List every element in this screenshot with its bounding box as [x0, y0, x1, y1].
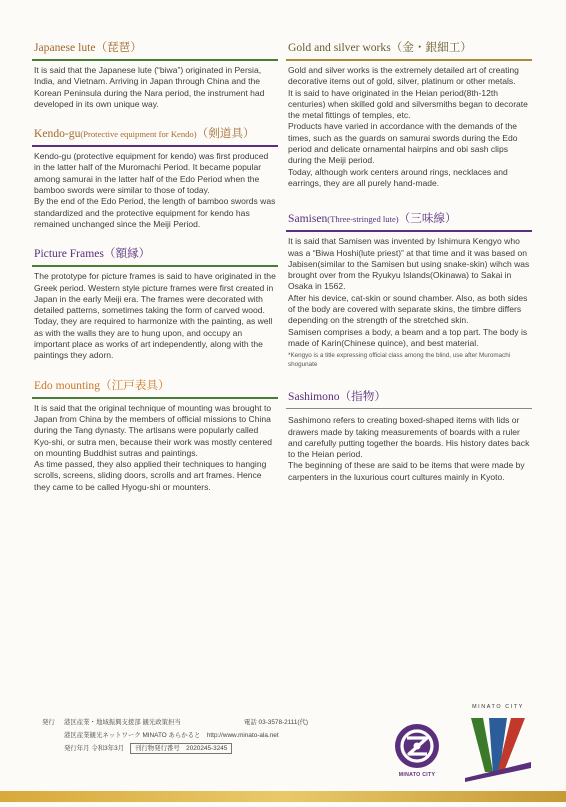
section-title: Samisen(Three-stringed lute)（三味線） — [288, 212, 457, 226]
gold-rule — [286, 59, 532, 61]
section-body: It is said that Samisen was invented by Ishimura Kengyo who was a “Biwa Hoshi(lute priest)” at that time and it was based on Jabisen(similar to the Samisen but using snake-skin) wihch was brought over from the Ryukyu Islands(Okinawa) to Sakai in Osaka in 1562. After his device, cat-skin or sound chamber. Also, as both sides of the body are covered with separate skins, the timbre differs depending on the strength of the stretched skin. Samisen comprises a body, a beam and a top part. The body is made of Karin(Chinese quince), and best material. — [288, 236, 530, 348]
thin-rule — [286, 408, 532, 409]
section-title: Sashimono（指物） — [288, 390, 386, 404]
bottom-decorative-bar — [0, 789, 566, 800]
left-column — [32, 38, 278, 507]
section-title: Edo mounting（江戸表具） — [34, 378, 170, 392]
publisher-label: 発行 — [42, 719, 55, 726]
section-title: Gold and silver works（金・銀細工） — [288, 41, 472, 54]
minato-city-emblem — [393, 722, 441, 782]
purple-rule — [32, 145, 278, 147]
emblem-caption: MINATO CITY — [398, 772, 436, 778]
section-samisen — [286, 209, 532, 369]
section-title: Japanese lute（琵琶） — [34, 41, 142, 54]
right-column — [286, 38, 532, 497]
section-body: Kendo-gu (protective equipment for kendo) was first produced in the latter half of the Muromachi Period. It became popular among samurai in the latter half of the Edo Period when the bamboo swords were similar to those of today. By the end of the Edo Period, the length of bamboo swords was standardized and the protective equipment for kendo has remained unchanged since the Meiji Period. — [34, 151, 276, 229]
green-rule — [32, 59, 278, 61]
footnote: *Kengyo is a title expressing official class among the blind, use after Muromachi shogunate — [288, 352, 511, 369]
section-sashimono — [286, 387, 532, 483]
purple-rule — [286, 230, 532, 232]
network: 港区産業観光ネットワーク MINATO あらかると http://www.minato-ala.net — [64, 732, 279, 739]
section-japanese-lute — [32, 38, 278, 110]
section-body: Gold and silver works is the extremely detailed art of creating decorative items out of gold, silver, platinum or other metals. It is said to have originated in the Heian period(8th-12th centuries) when skilled gold and silversmiths began to decorate the metal fittings of temples, etc. Products have varied in accordance with the demands of the times, such as the guards on samurai swords during the Edo period and delicate ornamental hairpins and obi sash clips during the Meiji period. Today, although work centers around rings, necklaces and earrings, they are all purely hand-made. — [288, 65, 528, 188]
section-edo-mounting — [32, 376, 278, 493]
city-symbol-icon — [463, 712, 533, 784]
logo-caption: MINATO CITY — [472, 704, 524, 710]
publisher: 港区産業・地域振興支援部 観光政策担当 — [64, 719, 181, 726]
section-body: It is said that the original technique of mounting was brought to Japan from China by the members of official missions to China during the Tang dynasty. The artisans were popularly called Kyo-shi, or sutra men, because their work was mostly centered on mounting Buddhist sutras and paintings. As time passed, they also applied their techniques to hanging scrolls, screens, sliding doors, scrolls and art frames. Hence they came to be called Hyogu-shi or mounters. — [34, 402, 272, 492]
section-body: It is said that the Japanese lute (“biwa”) originated in Persia, India, and Vietnam. Arriving in Japan through China and the Korean Peninsula during the Nara period, the instrument had developed in its own unique way. — [34, 65, 265, 109]
publication-number: 刊行物発行番号 2020245-3245 — [130, 743, 232, 754]
footer-info — [42, 716, 342, 755]
issue-date: 発行年月 令和3年3月 — [64, 745, 125, 752]
section-title: Kendo-gu(Protective equipment for Kendo)（剣道具） — [34, 127, 255, 141]
section-title: Picture Frames（額縁） — [34, 247, 151, 261]
green-rule — [32, 265, 278, 267]
section-picture-frames — [32, 244, 278, 361]
section-body: The prototype for picture frames is said to have originated in the Greek period. Western style picture frames were first created in Japan in the early Meiji era. The frames were decorated with detailed patterns, sometimes taking the form of carved wood. Today, they are required to harmonize with the painting, as well as with the walls they are to hung upon, and occupy an important place as works of art independently, along with the paintings they adorn. — [34, 271, 276, 361]
decorative-stripe — [0, 791, 566, 802]
minato-city-logo — [463, 704, 533, 784]
section-body: Sashimono refers to creating boxed-shaped items with lids or drawers made by taking measurements of boards with a ruler and carefully putting together the boards. His history dates back to the Heian period. The beginning of these are said to be items that were made by carpenters in the luxurious court cultures mainly in Kyoto. — [288, 415, 530, 482]
phone: 電話 03-3578-2111(代) — [244, 719, 309, 726]
section-gold-silver — [286, 38, 532, 189]
section-kendo-gu — [32, 124, 278, 230]
green-rule — [32, 397, 278, 399]
